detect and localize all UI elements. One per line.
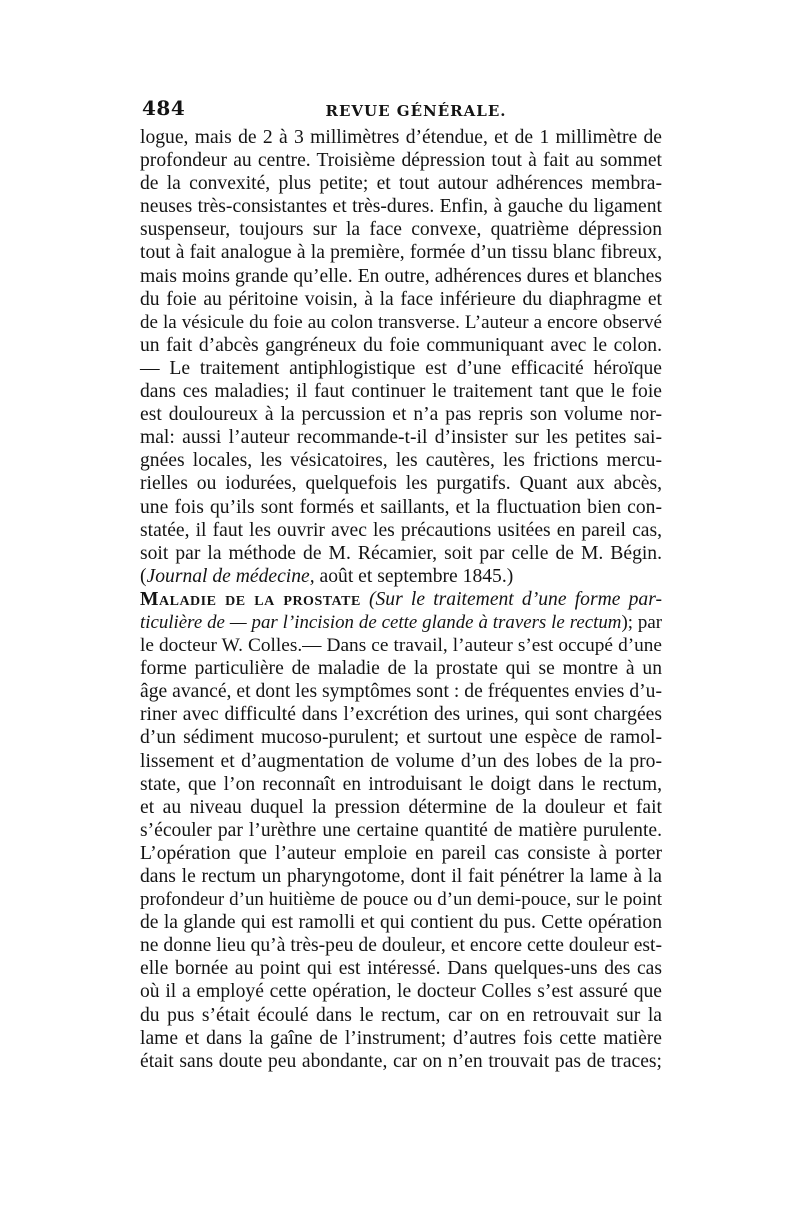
text-line: de la convexité, plus petite; et tout autour adhérences membra- — [140, 173, 662, 195]
text-line: gnées locales, les vésicatoires, les cautères, les frictions mercu- — [140, 450, 662, 472]
text-line: était sans doute peu abondante, car on n’en trouvait pas de traces; — [140, 1050, 662, 1072]
text-line: de la glande qui est ramolli et qui contient du pus. Cette opération — [140, 912, 662, 934]
text-line: du foie au péritoine voisin, à la face inférieure du diaphragme et — [140, 288, 662, 310]
text-line: rielles ou iodurées, quelquefois les purgatifs. Quant aux abcès, — [140, 473, 662, 495]
text-line: soit par la méthode de M. Récamier, soit par celle de M. Bégin. — [140, 542, 662, 564]
text-line: state, que l’on reconnaît en introduisant le doigt dans le rectum, — [140, 773, 662, 795]
text-line: est douloureux à la percussion et n’a pas repris son volume nor- — [140, 404, 662, 426]
text-line: riner avec difficulté dans l’excrétion des urines, qui sont chargées — [140, 704, 662, 726]
page — [140, 96, 662, 1073]
text-line: dans le rectum un pharyngotome, dont il fait pénétrer la lame à la — [140, 866, 662, 887]
running-head — [140, 96, 662, 126]
section-heading-line — [140, 588, 662, 611]
text-line: — Le traitement antiphlogistique est d’une efficacité héroïque — [140, 357, 662, 379]
running-title: REVUE GÉNÉRALE. — [325, 102, 507, 120]
text-line: lissement et d’augmentation de volume d’un des lobes de la pro- — [140, 750, 662, 772]
text-line: du pus s’était écoulé dans le rectum, car on en retrouvait sur la — [140, 1004, 662, 1026]
text-line: profondeur au centre. Troisième dépression tout à fait au sommet — [140, 150, 662, 172]
text-line: dans ces maladies; il faut continuer le traitement tant que le foie — [140, 381, 662, 403]
section-subtitle-continued: ticulière de — par l’incision de cette glande à travers le rectum — [140, 611, 622, 633]
page-number: 484 — [142, 96, 186, 120]
citation-line — [140, 565, 662, 588]
text-line: une fois qu’ils sont formés et saillants, et la fluctuation bien con- — [140, 496, 662, 518]
text-line: lame et dans la gaîne de l’instrument; d’autres fois cette matière — [140, 1027, 662, 1049]
text-line: forme particulière de maladie de la prostate qui se montre à un — [140, 658, 662, 680]
text-line: elle bornée au point qui est intéressé. Dans quelques-uns des cas — [140, 958, 662, 980]
body-text — [140, 126, 662, 1073]
text-line: statée, il faut les ouvrir avec les précautions usitées en pareil cas, — [140, 519, 662, 541]
citation-date: août et septembre 1845.) — [314, 565, 514, 587]
text-line: âge avancé, et dont les symptômes sont : de fréquentes envies d’u- — [140, 681, 662, 703]
text-line: profondeur d’un huitième de pouce ou d’un demi-pouce, sur le point — [140, 889, 662, 911]
text-line: suspenseur, toujours sur la face convexe, quatrième dépression — [140, 219, 662, 241]
text-line: mal: aussi l’auteur recommande-t-il d’insister sur les petites sai- — [140, 427, 662, 449]
text-line: neuses très-consistantes et très-dures. Enfin, à gauche du ligament — [140, 196, 662, 218]
text-line: d’un sédiment mucoso-purulent; et surtout une espèce de ramol- — [140, 727, 662, 749]
text-line: et au niveau duquel la pression détermine de la douleur et fait — [140, 796, 662, 818]
text-line: de la vésicule du foie au colon transverse. L’auteur a encore observé — [140, 311, 662, 333]
text-line: un fait d’abcès gangréneux du foie communiquant avec le colon. — [140, 334, 662, 356]
section-heading: Maladie de la prostate — [140, 588, 361, 610]
section-subtitle: (Sur le traitement d’une forme par- — [360, 588, 662, 610]
text-line: le docteur W. Colles.— Dans ce travail, l’auteur s’est occupé d’une — [140, 635, 662, 657]
text-line: où il a employé cette opération, le docteur Colles s’est assuré que — [140, 981, 662, 1003]
citation-open: ( — [140, 565, 147, 587]
text-line: L’opération que l’auteur emploie en pareil cas consiste à porter — [140, 842, 662, 864]
journal-title: Journal de médecine, — [146, 565, 315, 587]
text-line: s’écouler par l’urèthre une certaine quantité de matière purulente. — [140, 819, 662, 841]
text-line: ne donne lieu qu’à très-peu de douleur, et encore cette douleur est- — [140, 935, 662, 957]
text-line: logue, mais de 2 à 3 millimètres d’étendue, et de 1 millimètre de — [140, 127, 662, 148]
text-line: mais moins grande qu’elle. En outre, adhérences dures et blanches — [140, 265, 662, 287]
section-subtitle-end: ); par — [621, 611, 662, 633]
text-line: tout à fait analogue à la première, formée d’un tissu blanc fibreux, — [140, 242, 662, 264]
section-subtitle-line — [140, 611, 662, 634]
